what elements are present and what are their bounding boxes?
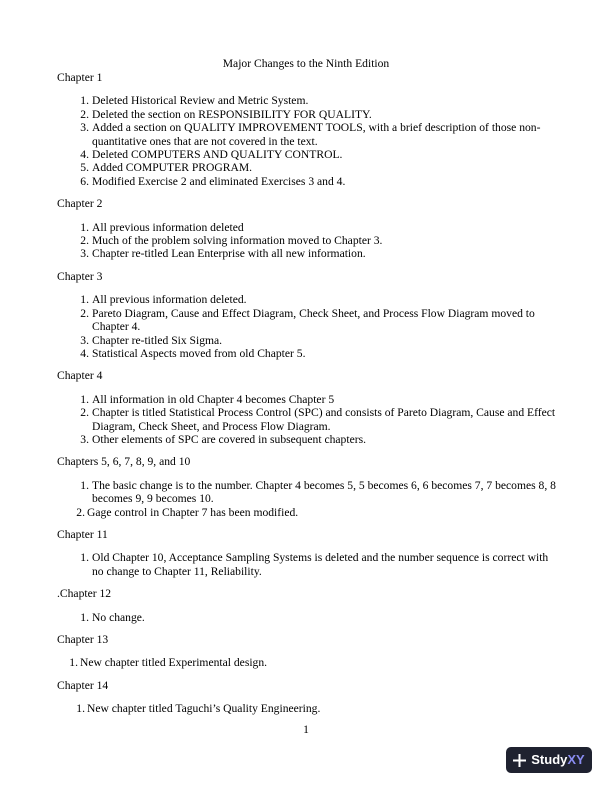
item-number: 6. <box>80 174 89 188</box>
list-item <box>57 307 557 334</box>
change-list <box>57 293 557 360</box>
chapter-heading: Chapter 4 <box>57 369 103 383</box>
item-text: Chapter re-titled Six Sigma. <box>92 333 223 347</box>
item-text: All previous information deleted. <box>92 293 247 307</box>
change-list <box>57 221 557 261</box>
item-number: 1. <box>76 702 85 716</box>
change-list <box>57 94 557 188</box>
studyxy-badge[interactable] <box>506 747 592 773</box>
item-text: Gage control in Chapter 7 has been modified. <box>87 505 299 519</box>
list-item <box>57 108 557 121</box>
item-number: 3. <box>80 432 89 446</box>
list-item <box>57 221 557 234</box>
change-list <box>57 656 557 669</box>
chapter-heading: Chapter 13 <box>57 633 109 646</box>
item-text: New chapter titled Experimental design. <box>80 656 268 670</box>
list-item <box>57 148 557 161</box>
chapter-heading: Chapter 3 <box>57 269 103 283</box>
list-item <box>57 234 557 247</box>
list-item <box>57 406 557 433</box>
item-number: 3. <box>80 121 89 135</box>
list-item <box>57 121 557 148</box>
list-item <box>57 656 557 669</box>
page-title: Major Changes to the Ninth Edition <box>222 57 390 70</box>
item-number: 4. <box>80 346 89 360</box>
plus-icon <box>513 754 526 767</box>
list-item <box>57 506 557 519</box>
change-list <box>57 479 557 519</box>
chapter-heading: Chapter 2 <box>57 197 103 211</box>
chapter-heading: Chapters 5, 6, 7, 8, 9, and 10 <box>57 455 191 469</box>
list-item <box>57 175 557 188</box>
item-number: 1. <box>69 656 78 670</box>
list-item <box>57 334 557 347</box>
item-number: 3. <box>80 333 89 347</box>
item-text: New chapter titled Taguchi’s Quality Engineering. <box>87 702 321 716</box>
item-number: 1. <box>80 392 89 406</box>
chapter-heading: .Chapter 12 <box>57 587 112 601</box>
item-text: All information in old Chapter 4 becomes Chapter 5 <box>92 392 335 406</box>
item-number: 1. <box>80 94 89 108</box>
list-item <box>57 479 557 506</box>
item-number: 3. <box>80 247 89 261</box>
item-text: All previous information deleted <box>92 220 244 234</box>
document-body <box>57 71 557 725</box>
chapter-heading: Chapter 14 <box>57 678 109 692</box>
item-number: 2. <box>80 306 89 320</box>
item-text: Pareto Diagram, Cause and Effect Diagram, Check Sheet, and Process Flow Diagram moved to Chapter 4. <box>92 306 535 334</box>
list-item <box>57 702 557 715</box>
list-item <box>57 347 557 360</box>
list-item <box>57 293 557 306</box>
brand-name: Study <box>531 752 568 768</box>
item-number: 1. <box>80 478 89 492</box>
item-text: Added COMPUTER PROGRAM. <box>92 161 253 175</box>
item-number: 1. <box>80 610 89 624</box>
item-number: 1. <box>80 293 89 307</box>
item-text: Old Chapter 10, Acceptance Sampling Systems is deleted and the number sequence is correct with no change to Chapter 11, Reliability. <box>92 551 549 578</box>
item-number: 5. <box>80 161 89 175</box>
item-text: Other elements of SPC are covered in subsequent chapters. <box>92 432 366 446</box>
item-text: Chapter re-titled Lean Enterprise with all new information. <box>92 247 366 261</box>
change-list <box>57 702 557 715</box>
item-number: 1. <box>80 220 89 234</box>
chapter-heading: Chapter 1 <box>57 71 103 84</box>
item-text: Chapter is titled Statistical Process Control (SPC) and consists of Pareto Diagram, Cause and Effect Diagram, Check Sheet, and Process Flow Diagram. <box>92 406 556 433</box>
item-number: 2. <box>80 234 89 248</box>
list-item <box>57 94 557 107</box>
list-item <box>57 551 557 578</box>
item-text: Deleted COMPUTERS AND QUALITY CONTROL. <box>92 148 343 162</box>
item-text: Deleted the section on RESPONSIBILITY FOR QUALITY. <box>92 107 372 121</box>
list-item <box>57 611 557 624</box>
item-text: Modified Exercise 2 and eliminated Exercises 3 and 4. <box>92 174 346 188</box>
list-item <box>57 433 557 446</box>
list-item <box>57 393 557 406</box>
item-number: 1. <box>80 551 89 565</box>
item-text: No change. <box>92 610 145 624</box>
page-number: 1 <box>303 723 309 736</box>
item-number: 2. <box>76 505 85 519</box>
item-number: 2. <box>80 107 89 121</box>
item-text: Much of the problem solving information moved to Chapter 3. <box>92 234 383 248</box>
change-list <box>57 611 557 624</box>
item-text: Statistical Aspects moved from old Chapter 5. <box>92 346 306 360</box>
chapter-heading: Chapter 11 <box>57 527 108 541</box>
change-list <box>57 393 557 447</box>
item-text: Deleted Historical Review and Metric System. <box>92 94 309 108</box>
item-text: The basic change is to the number. Chapter 4 becomes 5, 5 becomes 6, 6 becomes 7, 7 becomes 8, 8 becomes 9, 9 becomes 10. <box>92 478 556 506</box>
item-number: 2. <box>80 406 89 420</box>
list-item <box>57 161 557 174</box>
item-text: Added a section on QUALITY IMPROVEMENT TOOLS, with a brief description of those non-quantitative ones that are not covered in the text. <box>92 121 541 148</box>
change-list <box>57 551 557 578</box>
list-item <box>57 247 557 260</box>
brand-suffix: XY <box>567 752 585 768</box>
item-number: 4. <box>80 148 89 162</box>
